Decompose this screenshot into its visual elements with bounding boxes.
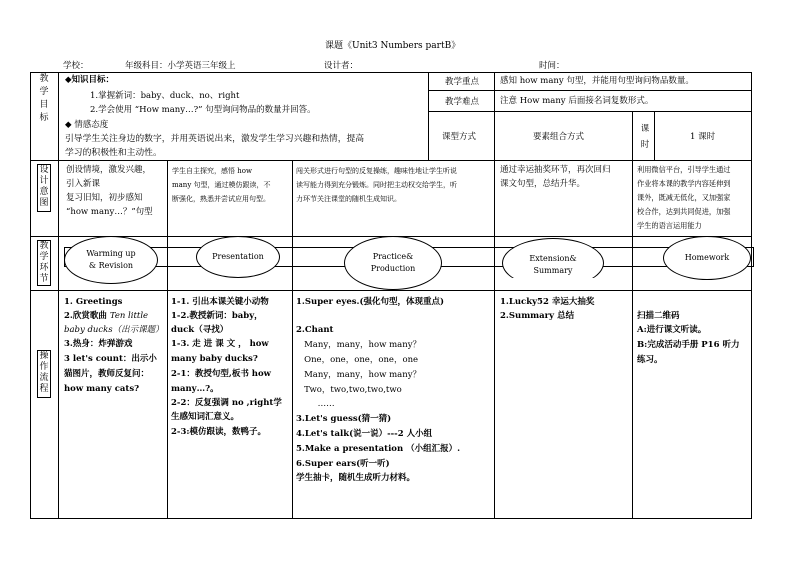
class-hours-value: 1 课时 — [690, 132, 716, 142]
class-hours-label: 课时 — [640, 124, 650, 150]
objectives-side-label: 教学目标 — [39, 74, 49, 123]
knowledge-item-2: 2.学会使用 “How many…?” 句型询问物品的数量并回答。 — [90, 105, 316, 115]
step-presentation: Presentation — [196, 236, 280, 278]
step-homework: Homework — [663, 236, 751, 280]
difficulty-label: 教学难点 — [445, 97, 480, 107]
step-extension-summary: Extension& Summary — [502, 238, 604, 278]
designer-label: 设计者： — [324, 61, 359, 71]
attitude-line-2: 学习的积极性和主动性。 — [65, 148, 162, 158]
process-side-label: 操作流程 — [37, 350, 51, 398]
school-label: 学校： — [63, 61, 89, 71]
steps-side-label: 教学环节 — [37, 240, 51, 286]
attitude-line-1: 引导学生关注身边的数字，并用英语说出来，激发学生学习兴趣和热情，提高 — [65, 134, 365, 144]
attitude-heading: ◆ 情感态度 — [65, 120, 109, 130]
key-point-label: 教学重点 — [445, 77, 480, 87]
time-label: 时间： — [539, 61, 565, 71]
knowledge-item-1: 1.掌握新词：baby、duck、no、right — [90, 91, 240, 101]
step-practice-production: Practice& Production — [344, 236, 442, 290]
difficulty-text: 注意 How many 后面接名词复数形式。 — [500, 96, 654, 106]
step-warming-up: Warming up & Revision — [64, 236, 158, 284]
key-point-text: 感知 how many 句型，并能用句型询问物品数量。 — [500, 76, 694, 86]
grade-subject: 年级科目：小学英语三年级上 — [125, 61, 236, 71]
page-title: 课题《Unit3 Numbers partB》 — [325, 41, 461, 51]
lesson-type-label: 课型方式 — [442, 132, 477, 142]
combo-method-label: 要素组合方式 — [533, 132, 585, 142]
design-side-label: 设计意图 — [37, 164, 51, 212]
knowledge-heading: ◆知识目标： — [65, 75, 115, 85]
step-extension-clip — [502, 238, 606, 278]
